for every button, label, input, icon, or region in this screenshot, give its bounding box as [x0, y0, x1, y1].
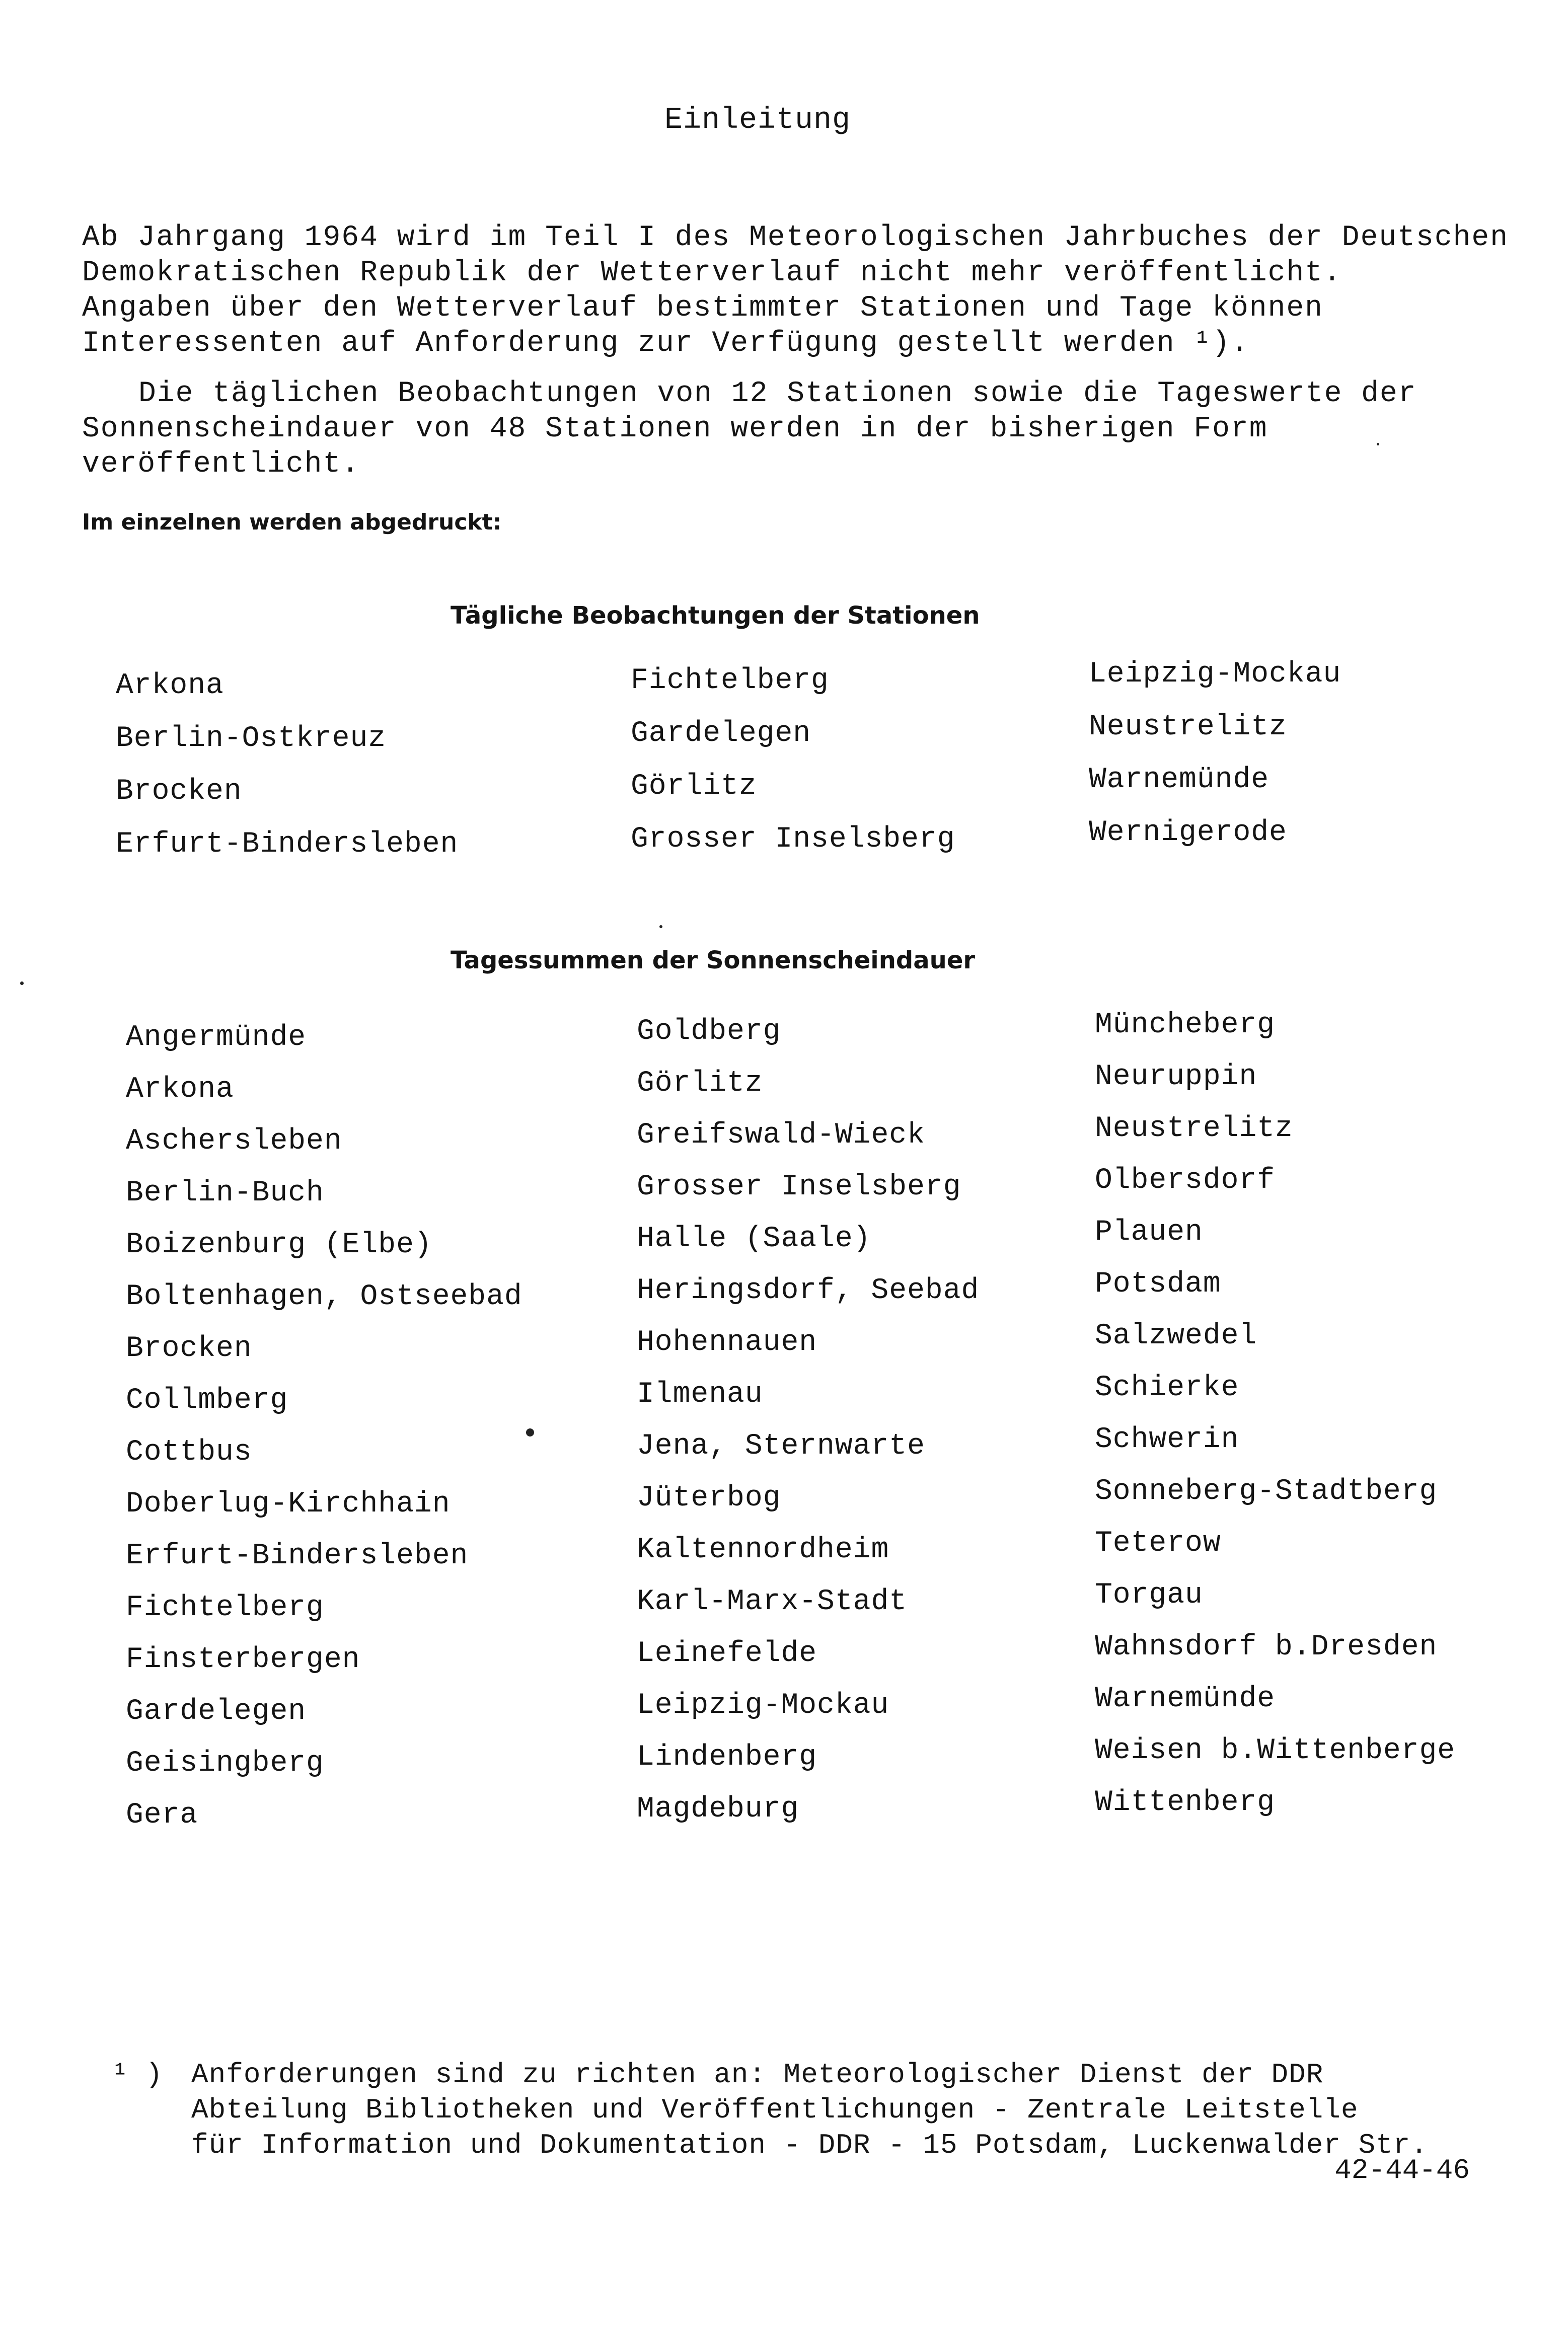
daily-observations-column-3 — [1089, 648, 1341, 859]
intro-paragraph-1-line-2: Demokratischen Republik der Wetterverlauf nicht mehr veröffentlicht. — [82, 257, 1342, 289]
daily-observations-column-1 — [116, 659, 458, 871]
station-name: Goldberg — [637, 1015, 781, 1048]
station-name: Brocken — [126, 1332, 252, 1365]
intro-paragraph-1-line-3: Angaben über den Wetterverlauf bestimmter Stationen und Tage können — [82, 292, 1323, 325]
station-name: Fichtelberg — [631, 664, 829, 697]
station-name: Weisen b.Wittenberge — [1095, 1734, 1456, 1767]
ink-speck — [20, 981, 24, 985]
station-name: Leinefelde — [637, 1637, 817, 1670]
station-name: Jena, Sternwarte — [637, 1430, 925, 1463]
station-name: Potsdam — [1095, 1268, 1221, 1301]
station-name: Neustrelitz — [1089, 711, 1287, 743]
sunshine-totals-column-3 — [1095, 999, 1455, 1829]
station-name: Arkona — [116, 669, 224, 702]
station-name: Aschersleben — [126, 1125, 342, 1158]
station-name: Brocken — [116, 775, 242, 808]
sunshine-totals-column-1 — [126, 1012, 522, 1841]
station-name: Olbersdorf — [1095, 1164, 1276, 1197]
station-name: Jüterbog — [637, 1482, 781, 1515]
station-name: Kaltennordheim — [637, 1534, 889, 1566]
page-title: Einleitung — [664, 103, 851, 137]
ink-speck — [1377, 443, 1379, 445]
footnote-line-1: Anforderungen sind zu richten an: Meteorologischer Dienst der DDR — [191, 2059, 1324, 2091]
station-name: Görlitz — [637, 1067, 763, 1100]
daily-observations-column-2 — [631, 654, 955, 866]
intro-paragraph-1-line-1: Ab Jahrgang 1964 wird im Teil I des Meteorologischen Jahrbuches der Deutschen — [82, 221, 1509, 254]
station-name: Gardelegen — [126, 1695, 307, 1728]
station-name: Heringsdorf, Seebad — [637, 1274, 980, 1307]
station-name: Gera — [126, 1799, 198, 1832]
station-name: Salzwedel — [1095, 1320, 1257, 1352]
station-name: Torgau — [1095, 1579, 1203, 1612]
station-name: Hohennauen — [637, 1326, 817, 1359]
station-name: Neuruppin — [1095, 1061, 1257, 1093]
footnote-marker: ¹ ) — [112, 2059, 163, 2091]
station-name: Finsterbergen — [126, 1643, 360, 1676]
station-name: Arkona — [126, 1073, 234, 1106]
station-name: Sonneberg-Stadtberg — [1095, 1475, 1438, 1508]
station-name: Berlin-Ostkreuz — [116, 722, 387, 755]
intro-paragraph-2-line-2: Sonnenscheindauer von 48 Stationen werden in der bisherigen Form — [82, 413, 1268, 445]
station-name: Neustrelitz — [1095, 1112, 1293, 1145]
footnote-reference-number: 42-44-46 — [1334, 2154, 1470, 2186]
sunshine-totals-heading: Tagessummen der Sonnenscheindauer — [451, 946, 976, 974]
station-name: Magdeburg — [637, 1793, 799, 1826]
daily-observations-heading: Tägliche Beobachtungen der Stationen — [451, 601, 980, 630]
sunshine-totals-column-2 — [637, 1006, 979, 1835]
station-name: Leipzig-Mockau — [1089, 658, 1341, 691]
station-name: Fichtelberg — [126, 1592, 324, 1624]
footnote-line-2: Abteilung Bibliotheken und Veröffentlichungen - Zentrale Leitstelle — [191, 2094, 1359, 2126]
station-name: Teterow — [1095, 1527, 1221, 1560]
station-name: Schierke — [1095, 1372, 1239, 1404]
station-name: Karl-Marx-Stadt — [637, 1585, 908, 1618]
intro-paragraph-1-line-4: Interessenten auf Anforderung zur Verfügung gestellt werden ¹). — [82, 327, 1249, 360]
station-name: Ilmenau — [637, 1378, 763, 1411]
station-name: Müncheberg — [1095, 1009, 1276, 1041]
station-name: Warnemünde — [1095, 1683, 1276, 1715]
station-name: Geisingberg — [126, 1747, 324, 1780]
station-name: Wittenberg — [1095, 1786, 1276, 1819]
station-name: Cottbus — [126, 1436, 252, 1469]
ink-speck — [659, 925, 662, 928]
station-name: Erfurt-Bindersleben — [126, 1540, 469, 1572]
ink-speck — [526, 1428, 534, 1436]
station-name: Collmberg — [126, 1384, 288, 1417]
station-name: Grosser Inselsberg — [631, 823, 955, 856]
station-name: Lindenberg — [637, 1741, 817, 1774]
station-name: Warnemünde — [1089, 764, 1270, 796]
details-label: Im einzelnen werden abgedruckt: — [82, 509, 502, 535]
station-name: Boizenburg (Elbe) — [126, 1229, 432, 1261]
station-name: Halle (Saale) — [637, 1223, 871, 1255]
station-name: Schwerin — [1095, 1423, 1239, 1456]
station-name: Leipzig-Mockau — [637, 1689, 889, 1722]
station-name: Berlin-Buch — [126, 1177, 324, 1209]
intro-paragraph-2-line-1: Die täglichen Beobachtungen von 12 Stationen sowie die Tageswerte der — [138, 377, 1417, 410]
station-name: Wahnsdorf b.Dresden — [1095, 1631, 1438, 1663]
station-name: Boltenhagen, Ostseebad — [126, 1280, 522, 1313]
station-name: Grosser Inselsberg — [637, 1171, 961, 1203]
station-name: Wernigerode — [1089, 816, 1287, 849]
station-name: Angermünde — [126, 1021, 307, 1054]
station-name: Görlitz — [631, 770, 757, 803]
station-name: Doberlug-Kirchhain — [126, 1488, 451, 1521]
intro-paragraph-2-line-3: veröffentlicht. — [82, 448, 360, 481]
footnote-line-3: für Information und Dokumentation - DDR - 15 Potsdam, Luckenwalder Str. — [191, 2129, 1428, 2161]
station-name: Greifswald-Wieck — [637, 1119, 925, 1152]
station-name: Plauen — [1095, 1216, 1203, 1249]
station-name: Erfurt-Bindersleben — [116, 828, 459, 861]
station-name: Gardelegen — [631, 717, 811, 750]
